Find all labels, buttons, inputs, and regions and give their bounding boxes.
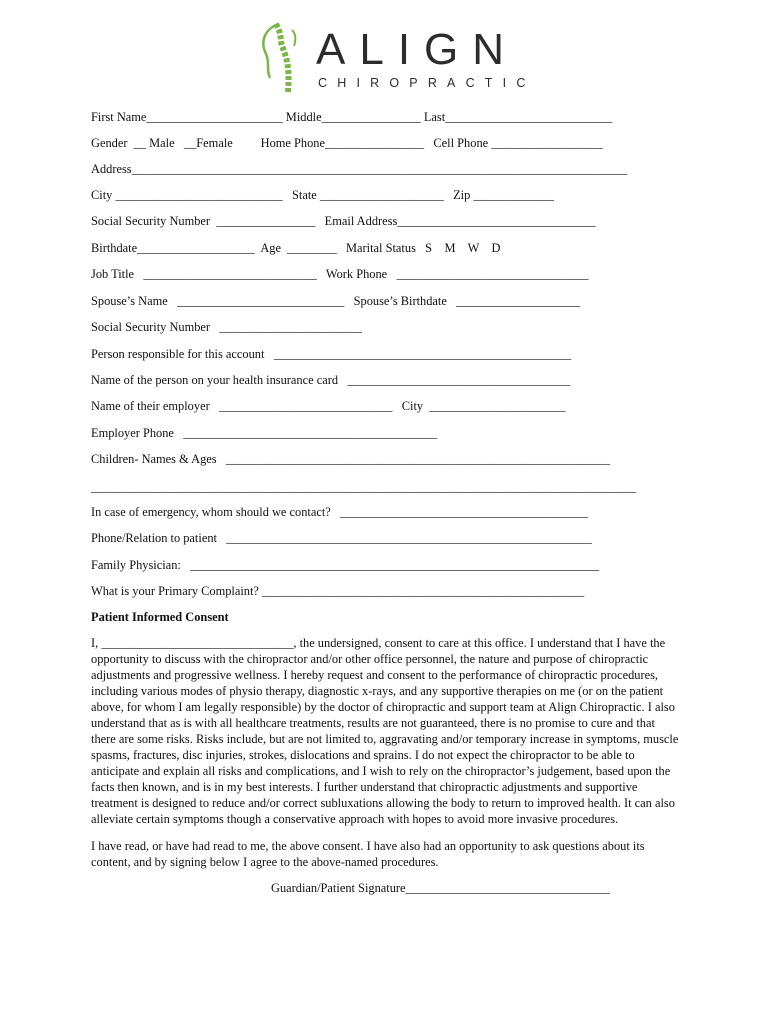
field-family-physician[interactable]: Family Physician: __________________________________________________________________ — [91, 558, 600, 572]
signature-line[interactable]: Guardian/Patient Signature_________________________________ — [271, 881, 610, 895]
logo-subtitle: CHIROPRACTIC — [318, 76, 536, 90]
consent-heading: Patient Informed Consent — [91, 610, 229, 624]
field-gender-phone[interactable]: Gender __ Male __Female Home Phone________________ Cell Phone __________________ — [91, 136, 603, 150]
field-responsible-person[interactable]: Person responsible for this account ________________________________________________ — [91, 347, 572, 361]
field-children-continued[interactable]: ________________________________________________________________________________________ — [91, 480, 637, 494]
field-primary-complaint[interactable]: What is your Primary Complaint? ____________________________________________________ — [91, 584, 585, 598]
acknowledgement-paragraph: I have read, or have had read to me, the above consent. I have also had an opportunity to ask questions about its content, and by signing below I agree to the above-named procedures. — [91, 839, 645, 869]
field-insurance-name[interactable]: Name of the person on your health insurance card ____________________________________ — [91, 373, 571, 387]
field-city-state-zip[interactable]: City ___________________________ State ____________________ Zip _____________ — [91, 188, 554, 202]
field-employer-city[interactable]: Name of their employer ____________________________ City ______________________ — [91, 399, 566, 413]
field-ssn-email[interactable]: Social Security Number ________________ Email Address________________________________ — [91, 214, 596, 228]
logo-wordmark: ALIGN — [316, 25, 519, 74]
field-children[interactable]: Children- Names & Ages ______________________________________________________________ — [91, 452, 611, 466]
field-phone-relation[interactable]: Phone/Relation to patient ___________________________________________________________ — [91, 531, 592, 545]
field-birthdate-age-marital[interactable]: Birthdate___________________ Age ________ Marital Status S M W D — [91, 241, 501, 255]
field-employer-phone[interactable]: Employer Phone _________________________________________ — [91, 426, 438, 440]
field-address[interactable]: Address________________________________________________________________________________ — [91, 162, 628, 176]
field-emergency-contact[interactable]: In case of emergency, whom should we contact? ________________________________________ — [91, 505, 588, 519]
field-spouse-ssn[interactable]: Social Security Number _______________________ — [91, 320, 362, 334]
field-name[interactable]: First Name______________________ Middle________________ Last___________________________ — [91, 110, 613, 124]
align-chiropractic-logo — [256, 18, 536, 98]
field-job-work-phone[interactable]: Job Title ____________________________ Work Phone _______________________________ — [91, 267, 589, 281]
consent-paragraph: I, _______________________________, the undersigned, consent to care at this office. I understand that I have the opportunity to discuss with the chiropractor and/or other office personnel, the nature and purpose of chiropractic adjustments and progressive wellness. I hereby request and consent to the performance of chiropractic procedures, including various modes of physio therapy, diagnostic x-rays, and any supportive therapies on me (or on the patient above, for whom I am legally responsible) by the doctor of chiropractic and support team at Align Chiropractic. I also understand that as is with all healthcare treatments, results are not guaranteed, there is no promise to cure and that there are some risks. Risks include, but are not limited to, aggravating and/or temporary increase in symptoms, muscle spasms, fractures, disc injuries, strokes, dislocations and sprains. I do not expect the chiropractor to be able to anticipate and explain all risks and complications, and I wish to rely on the chiropractor’s judgement, based upon the facts then known, and is in my best interests. I further understand that chiropractic adjustments and supportive treatment is designed to reduce and/or correct subluxations allowing the body to return to improved health. It can also alleviate certain symptoms though a conservative approach with hopes to avoid more invasive procedures. — [91, 636, 679, 826]
field-spouse[interactable]: Spouse’s Name ___________________________ Spouse’s Birthdate ____________________ — [91, 294, 581, 308]
spine-icon — [256, 20, 312, 94]
